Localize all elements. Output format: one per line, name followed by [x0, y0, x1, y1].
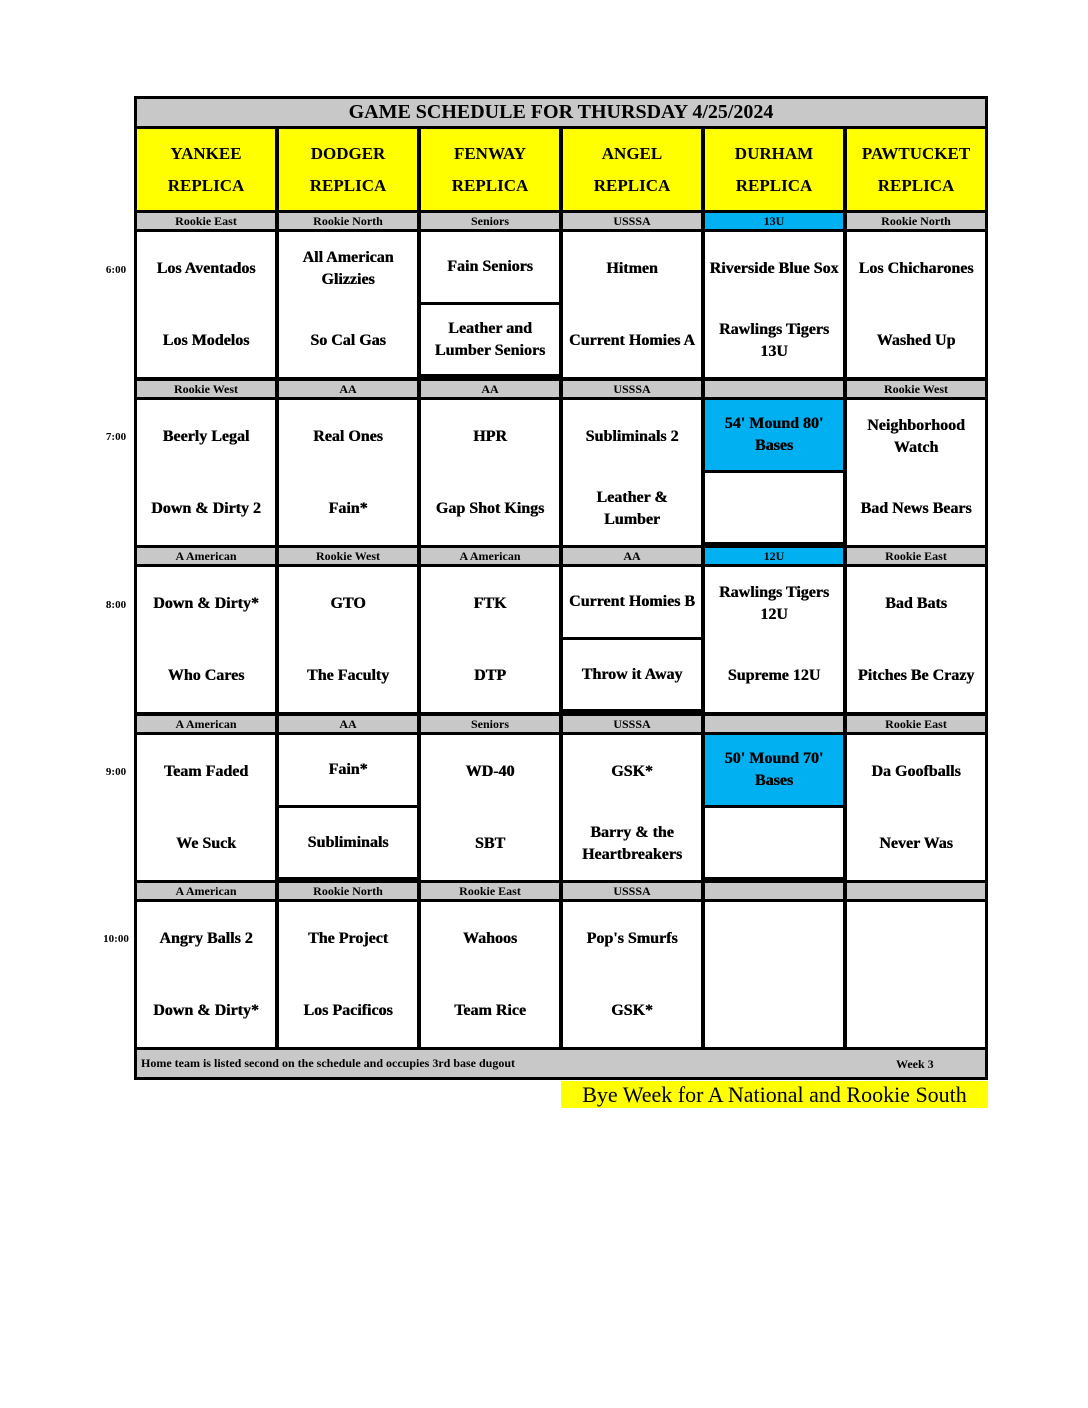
team-visitor: GTO [279, 568, 417, 640]
team-visitor: Subliminals 2 [563, 401, 701, 473]
game-cell [279, 400, 417, 545]
team-visitor: Angry Balls 2 [137, 903, 275, 975]
game-cell [137, 567, 275, 712]
division-label: Rookie East [421, 883, 559, 899]
team-home: Bad News Bears [847, 473, 985, 545]
team-visitor: The Project [279, 903, 417, 975]
division-label: A American [137, 716, 275, 732]
team-home [847, 975, 985, 1047]
team-visitor: Riverside Blue Sox [705, 233, 843, 305]
week-label: Week 3 [896, 1057, 934, 1071]
team-home-slot-bottom: Leather and Lumber Seniors [421, 305, 559, 374]
game-cell [279, 232, 417, 377]
team-visitor: Bad Bats [847, 568, 985, 640]
field-subtitle: REPLICA [735, 175, 813, 195]
field-header-angel [563, 129, 701, 210]
team-visitor: All American Glizzies [279, 233, 417, 305]
team-home-slot-bottom [705, 473, 843, 542]
division-label: USSSA [563, 716, 701, 732]
game-cell [279, 567, 417, 712]
division-label: AA [563, 548, 701, 564]
field-name: ANGEL [601, 143, 663, 163]
team-visitor: Down & Dirty* [137, 568, 275, 640]
team-home: Los Pacificos [279, 975, 417, 1047]
team-home-slot-top: Fain Seniors [421, 232, 559, 302]
schedule-title: GAME SCHEDULE FOR THURSDAY 4/25/2024 [137, 99, 985, 126]
team-home: Leather & Lumber [563, 473, 701, 545]
team-visitor: HPR [421, 401, 559, 473]
field-subtitle: REPLICA [593, 175, 671, 195]
game-cell [421, 735, 559, 880]
division-label: 13U [705, 213, 843, 229]
game-cell [847, 735, 985, 880]
game-cell [847, 232, 985, 377]
game-cell [705, 902, 843, 1047]
team-home: DTP [421, 640, 559, 712]
game-cell [847, 567, 985, 712]
team-visitor: Neighborhood Watch [847, 401, 985, 473]
time-slot-label: 7:00 [105, 431, 127, 443]
footer-note: Home team is listed second on the schedule and occupies 3rd base dugout [137, 1050, 985, 1077]
division-label: Rookie East [847, 548, 985, 564]
division-label: Rookie West [847, 381, 985, 397]
division-label: USSSA [563, 213, 701, 229]
field-subtitle: REPLICA [167, 175, 245, 195]
division-label: AA [279, 716, 417, 732]
division-label: A American [421, 548, 559, 564]
team-visitor [847, 903, 985, 975]
team-home-slot-top: 54' Mound 80' Bases [705, 400, 843, 470]
division-label [705, 716, 843, 732]
team-home-slot-top: 50' Mound 70' Bases [705, 735, 843, 805]
team-home: GSK* [563, 975, 701, 1047]
time-slot-label: 10:00 [103, 933, 129, 945]
division-label: Rookie North [279, 883, 417, 899]
division-label: Rookie North [279, 213, 417, 229]
game-cell [137, 735, 275, 880]
team-home: Pitches Be Crazy [847, 640, 985, 712]
team-visitor: GSK* [563, 736, 701, 808]
field-subtitle: REPLICA [451, 175, 529, 195]
division-label: A American [137, 883, 275, 899]
game-cell [563, 400, 701, 545]
team-home: Current Homies A [563, 305, 701, 377]
team-home: Down & Dirty* [137, 975, 275, 1047]
field-header-fenway [421, 129, 559, 210]
team-home: We Suck [137, 808, 275, 880]
team-home-slot-bottom [705, 808, 843, 877]
schedule-table [134, 96, 988, 1080]
team-visitor: Beerly Legal [137, 401, 275, 473]
team-visitor: Los Aventados [137, 233, 275, 305]
game-cell [563, 902, 701, 1047]
team-visitor: Hitmen [563, 233, 701, 305]
division-label: Rookie North [847, 213, 985, 229]
division-label: Rookie East [137, 213, 275, 229]
division-label: Rookie East [847, 716, 985, 732]
team-visitor: WD-40 [421, 736, 559, 808]
division-label: USSSA [563, 883, 701, 899]
team-home-slot-bottom: Subliminals [279, 808, 417, 877]
division-label [705, 883, 843, 899]
division-label: Rookie West [279, 548, 417, 564]
team-visitor: FTK [421, 568, 559, 640]
team-home: Team Rice [421, 975, 559, 1047]
division-label: AA [421, 381, 559, 397]
field-header-durham [705, 129, 843, 210]
team-home: The Faculty [279, 640, 417, 712]
field-name: DODGER [310, 143, 386, 163]
team-home: SBT [421, 808, 559, 880]
team-home: Rawlings Tigers 13U [705, 305, 843, 377]
team-visitor: Team Faded [137, 736, 275, 808]
game-cell [847, 400, 985, 545]
team-home-slot-top: Current Homies B [563, 567, 701, 637]
division-label: A American [137, 548, 275, 564]
time-slot-label: 6:00 [105, 264, 127, 276]
game-cell [137, 400, 275, 545]
team-visitor: Da Goofballs [847, 736, 985, 808]
team-home: Fain* [279, 473, 417, 545]
division-label: USSSA [563, 381, 701, 397]
team-home: Who Cares [137, 640, 275, 712]
team-home: Never Was [847, 808, 985, 880]
division-label: 12U [705, 548, 843, 564]
field-subtitle: REPLICA [877, 175, 955, 195]
team-home: Supreme 12U [705, 640, 843, 712]
team-visitor: Pop's Smurfs [563, 903, 701, 975]
team-home: Down & Dirty 2 [137, 473, 275, 545]
game-cell [563, 232, 701, 377]
field-name: YANKEE [170, 143, 242, 163]
team-visitor: Rawlings Tigers 12U [705, 568, 843, 640]
division-label [705, 381, 843, 397]
bye-week-banner: Bye Week for A National and Rookie South [561, 1081, 988, 1108]
team-home: Barry & the Heartbreakers [563, 808, 701, 880]
game-cell [563, 735, 701, 880]
game-cell [705, 567, 843, 712]
game-cell [279, 902, 417, 1047]
team-visitor: Los Chicharones [847, 233, 985, 305]
team-home-slot-top: Fain* [279, 735, 417, 805]
team-home: Washed Up [847, 305, 985, 377]
division-label [847, 883, 985, 899]
team-visitor: Real Ones [279, 401, 417, 473]
game-cell [421, 902, 559, 1047]
team-visitor: Wahoos [421, 903, 559, 975]
team-home-slot-bottom: Throw it Away [563, 640, 701, 709]
game-cell [421, 567, 559, 712]
time-slot-label: 9:00 [105, 766, 127, 778]
division-label: AA [279, 381, 417, 397]
game-cell [137, 902, 275, 1047]
field-subtitle: REPLICA [309, 175, 387, 195]
division-label: Seniors [421, 213, 559, 229]
field-name: PAWTUCKET [861, 143, 971, 163]
game-cell [847, 902, 985, 1047]
team-home: So Cal Gas [279, 305, 417, 377]
game-cell [705, 232, 843, 377]
game-cell [421, 400, 559, 545]
team-home [705, 975, 843, 1047]
team-home: Los Modelos [137, 305, 275, 377]
field-name: FENWAY [453, 143, 527, 163]
field-header-yankee [137, 129, 275, 210]
time-slot-label: 8:00 [105, 599, 127, 611]
field-name: DURHAM [734, 143, 814, 163]
division-label: Rookie West [137, 381, 275, 397]
team-visitor [705, 903, 843, 975]
division-label: Seniors [421, 716, 559, 732]
game-cell [137, 232, 275, 377]
team-home: Gap Shot Kings [421, 473, 559, 545]
field-header-pawtucket [847, 129, 985, 210]
field-header-dodger [279, 129, 417, 210]
